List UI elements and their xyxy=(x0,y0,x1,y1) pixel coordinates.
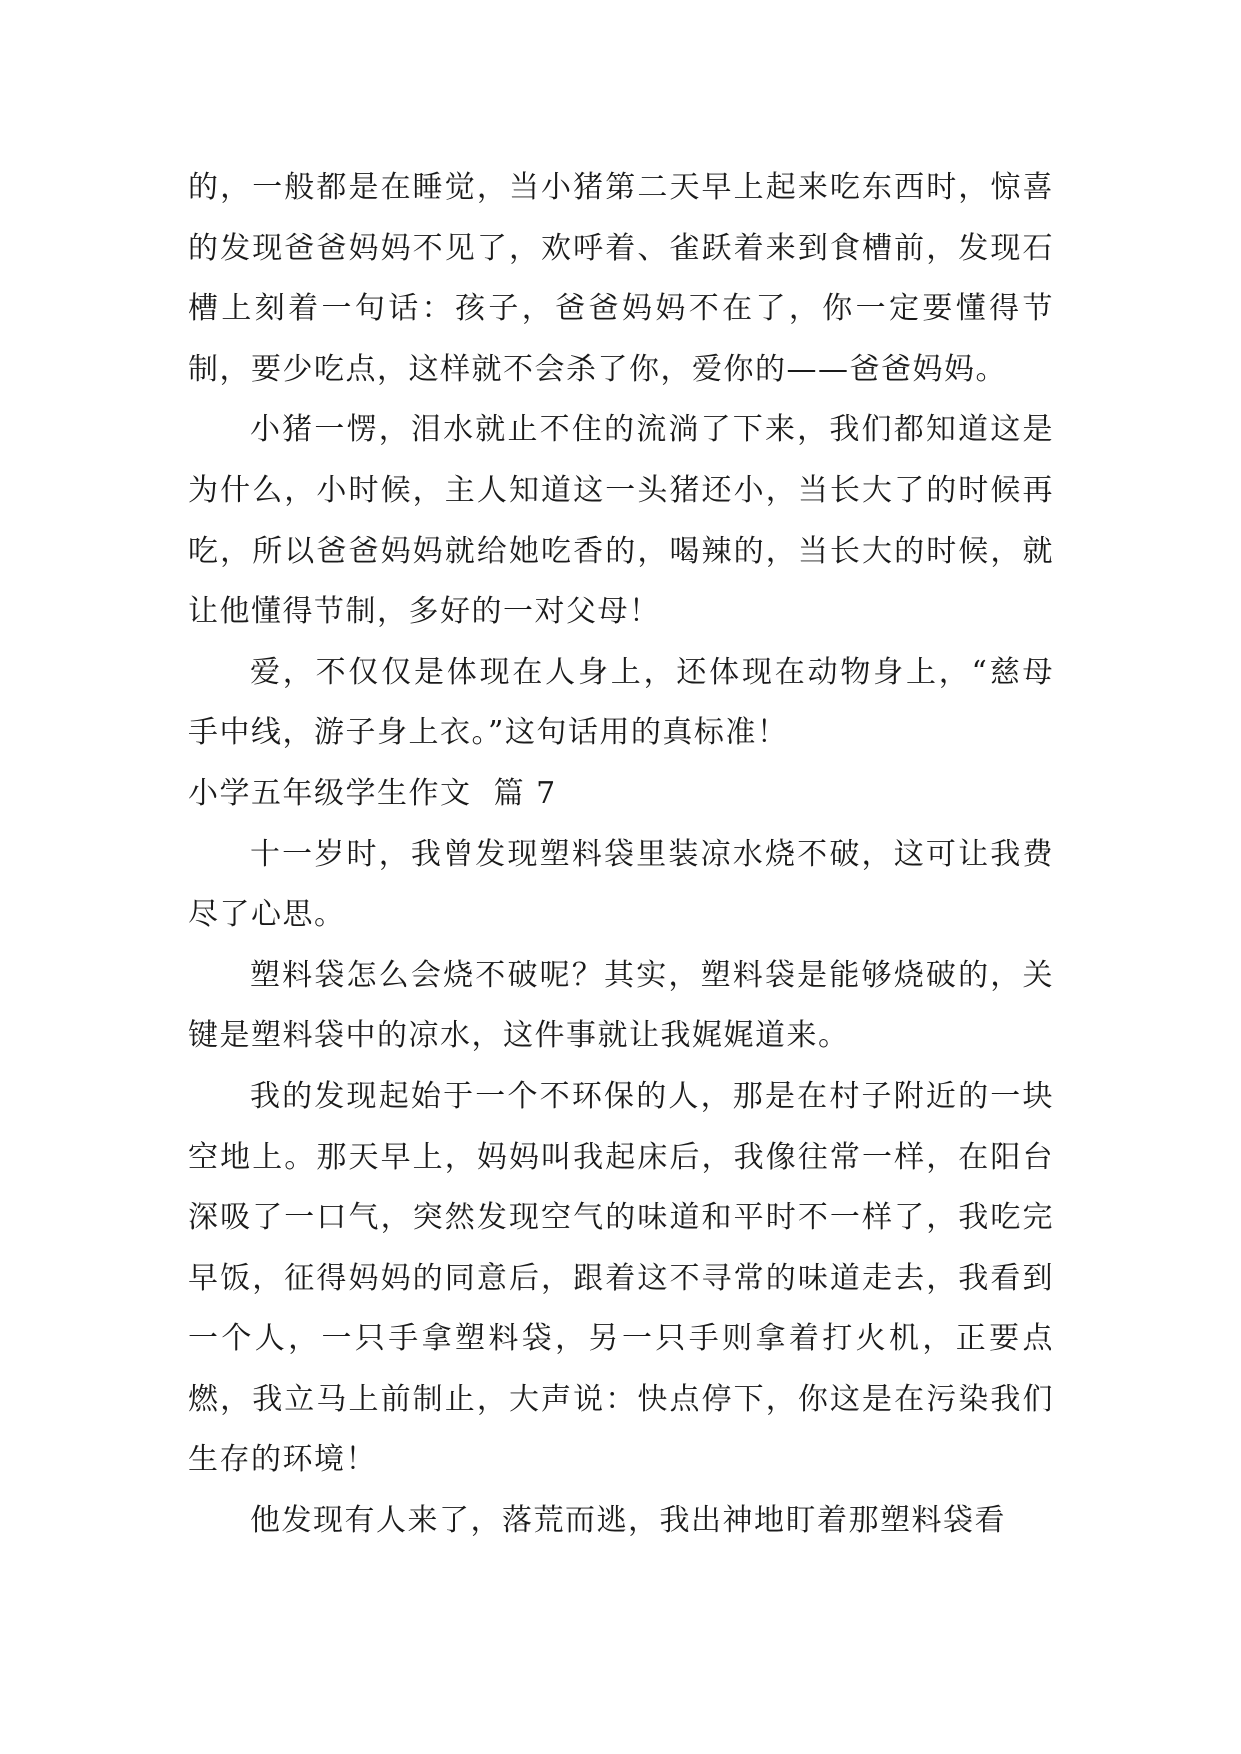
paragraph: 我的发现起始于一个不环保的人，那是在村子附近的一块空地上。那天早上，妈妈叫我起床后，我像往常一样，在阳台深吸了一口气，突然发现空气的味道和平时不一样了，我吃完早饭，征得妈妈的同意后，跟着这不寻常的味道走去，我看到一个人，一只手拿塑料袋，另一只手则拿着打火机，正要点燃，我立马上前制止，大声说：快点停下，你这是在污染我们生存的环境！ xyxy=(188,1078,1054,1478)
paragraph-continued: 的，一般都是在睡觉，当小猪第二天早上起来吃东西时，惊喜的发现爸爸妈妈不见了，欢呼着、雀跃着来到食槽前，发现石槽上刻着一句话：孩子，爸爸妈妈不在了，你一定要懂得节制，要少吃点，这样就不会杀了你，爱你的——爸爸妈妈。 xyxy=(188,170,1054,387)
paragraph: 十一岁时，我曾发现塑料袋里装凉水烧不破，这可让我费尽了心思。 xyxy=(188,836,1054,933)
paragraph-truncated: 他发现有人来了，落荒而逃，我出神地盯着那塑料袋看 xyxy=(250,1503,1006,1539)
paragraph: 爱，不仅仅是体现在人身上，还体现在动物身上，“慈母手中线，游子身上衣。”这句话用的真标准！ xyxy=(188,654,1054,751)
document-body xyxy=(188,158,1054,1552)
paragraph: 塑料袋怎么会烧不破呢？其实，塑料袋是能够烧破的，关键是塑料袋中的凉水，这件事就让我娓娓道来。 xyxy=(188,957,1054,1054)
section-heading: 小学五年级学生作文 篇 7 xyxy=(188,775,557,811)
paragraph: 小猪一愣，泪水就止不住的流淌了下来，我们都知道这是为什么，小时候，主人知道这一头猪还小，当长大了的时候再吃，所以爸爸妈妈就给她吃香的，喝辣的，当长大的时候，就让他懂得节制，多好的一对父母！ xyxy=(188,412,1054,630)
